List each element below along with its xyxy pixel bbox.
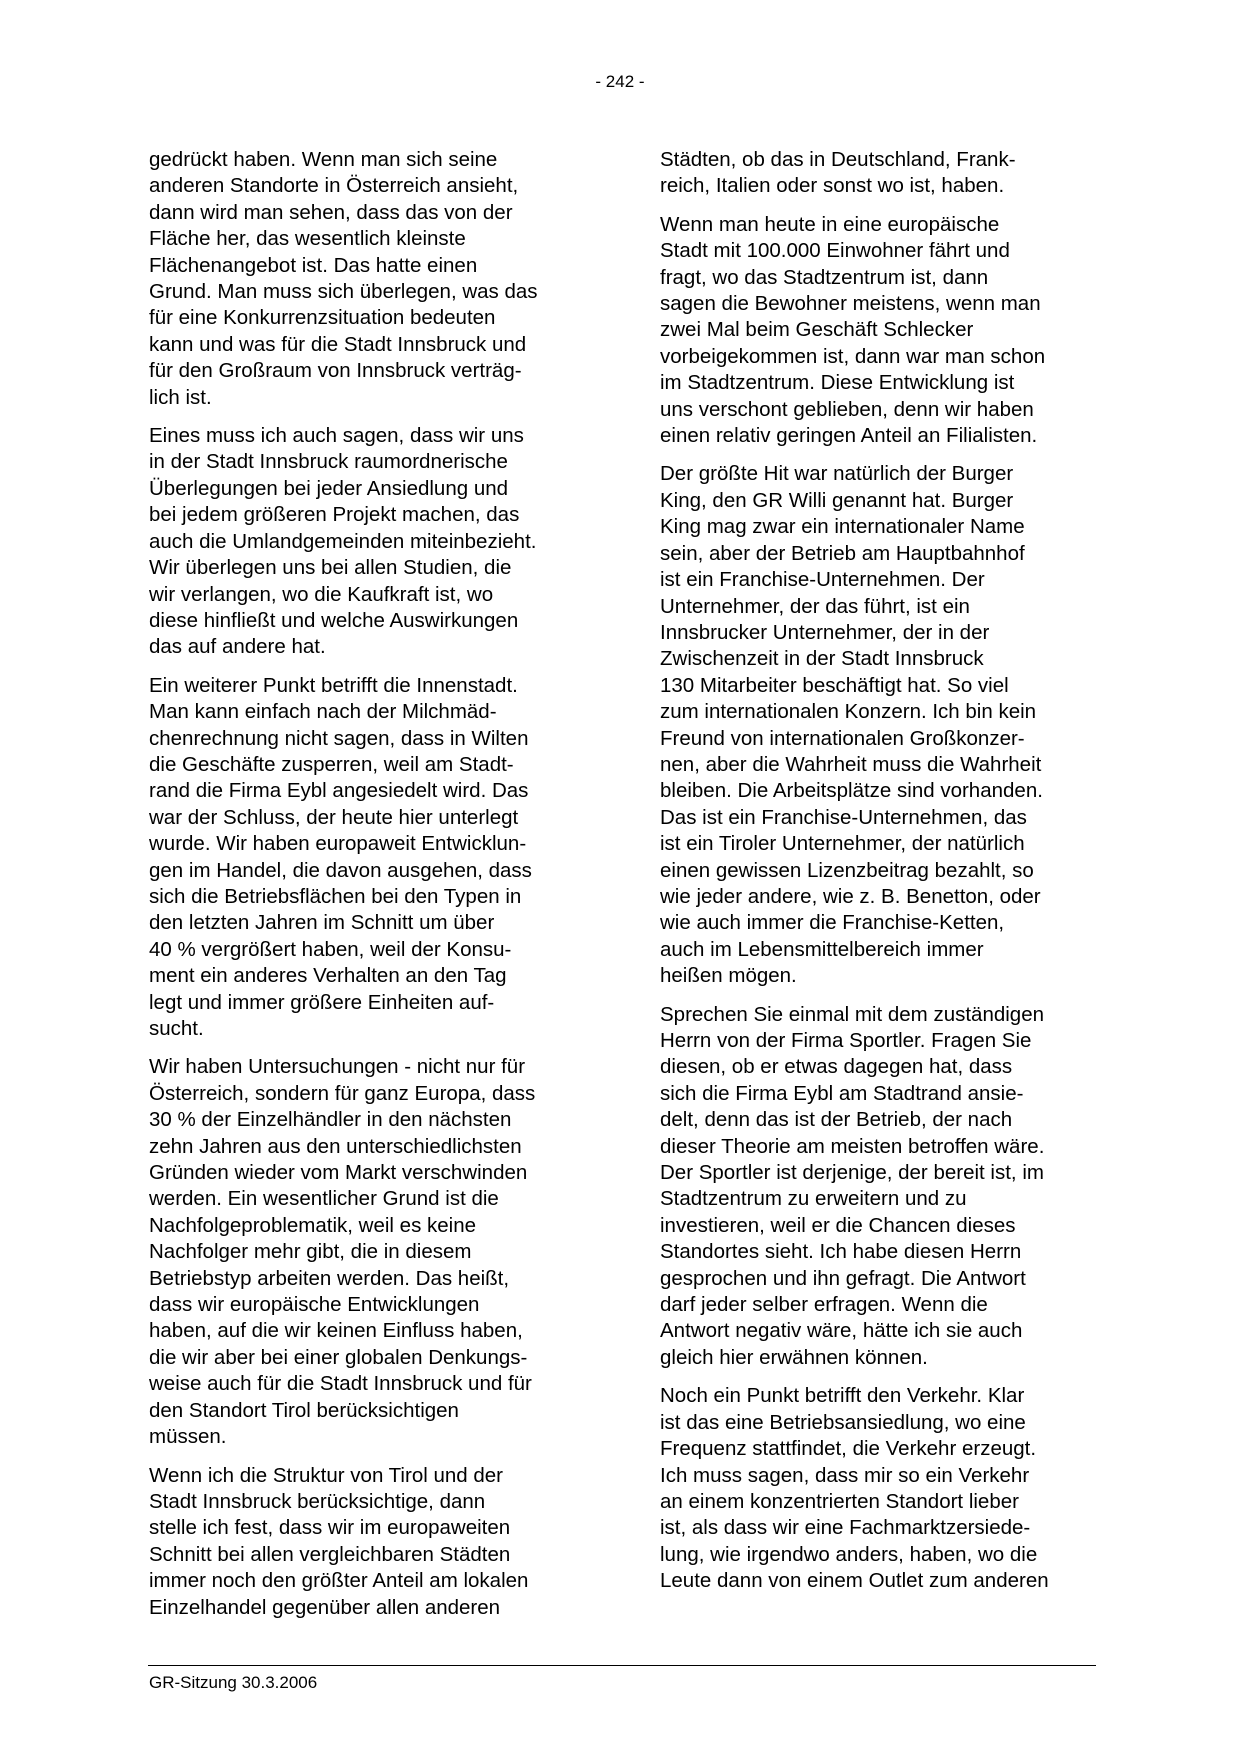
text-line: haben, auf die wir keinen Einfluss haben, (149, 1319, 523, 1343)
paragraph (149, 423, 589, 661)
text-line: weise auch für die Stadt Innsbruck und für (149, 1372, 532, 1396)
text-line: sich die Firma Eybl am Stadtrand ansie- (660, 1081, 1024, 1105)
text-line: ist ein Tiroler Unternehmer, der natürlich (660, 832, 1025, 856)
text-line: lich ist. (149, 385, 212, 409)
text-line: Unternehmer, der das führt, ist ein (660, 594, 970, 618)
text-line: an einem konzentrierten Standort lieber (660, 1489, 1019, 1513)
text-line: Herrn von der Firma Sportler. Fragen Sie (660, 1029, 1032, 1052)
text-line: ment ein anderes Verhalten an den Tag (149, 964, 507, 988)
text-line: Stadtzentrum zu erweitern und zu (660, 1187, 967, 1211)
text-line: Fläche her, das wesentlich kleinste (149, 227, 466, 251)
text-line: legt und immer größere Einheiten auf- (149, 990, 495, 1014)
text-line: reich, Italien oder sonst wo ist, haben. (660, 174, 1005, 198)
text-line: Antwort negativ wäre, hätte ich sie auch (660, 1319, 1023, 1343)
text-line: Man kann einfach nach der Milchmäd- (149, 700, 497, 724)
text-line: wie jeder andere, wie z. B. Benetton, oder (660, 884, 1041, 908)
paragraph (660, 461, 1100, 989)
text-line: Überlegungen bei jeder Ansiedlung und (149, 476, 509, 500)
text-line: chenrechnung nicht sagen, dass in Wilten (149, 726, 529, 750)
text-line: delt, denn das ist der Betrieb, der nach (660, 1108, 1013, 1132)
text-line: 40 % vergrößert haben, weil der Konsu- (149, 937, 512, 961)
paragraph (660, 147, 1100, 200)
text-line: anderen Standorte in Österreich ansieht, (149, 174, 519, 198)
text-line: Frequenz stattfindet, die Verkehr erzeugt. (660, 1437, 1037, 1461)
text-line: gedrückt haben. Wenn man sich seine (149, 148, 498, 171)
text-line: die Geschäfte zusperren, weil am Stadt- (149, 752, 514, 776)
text-line: Stadt Innsbruck berücksichtige, dann (149, 1489, 486, 1513)
text-line: Freund von internationalen Großkonzer- (660, 726, 1025, 750)
text-line: Das ist ein Franchise-Unternehmen, das (660, 805, 1027, 829)
text-line: sein, aber der Betrieb am Hauptbahnhof (660, 541, 1025, 565)
text-line: Nachfolgeproblematik, weil es keine (149, 1213, 477, 1237)
text-line: Wenn man heute in eine europäische (660, 212, 1000, 236)
text-line: zum internationalen Konzern. Ich bin kein (660, 700, 1037, 724)
text-line: im Stadtzentrum. Diese Entwicklung ist (660, 371, 1015, 395)
paragraph (660, 212, 1100, 450)
text-line: wurde. Wir haben europaweit Entwicklun- (149, 832, 527, 856)
text-line: Innsbrucker Unternehmer, der in der (660, 620, 990, 644)
text-line: investieren, weil er die Chancen dieses (660, 1213, 1016, 1237)
text-line: immer noch den größter Anteil am lokalen (149, 1569, 529, 1593)
text-line: kann und was für die Stadt Innsbruck und (149, 332, 527, 356)
text-line: müssen. (149, 1425, 227, 1449)
text-line: wie auch immer die Franchise-Ketten, (660, 911, 1005, 935)
right-column (660, 147, 1100, 1607)
text-line: Der größte Hit war natürlich der Burger (660, 462, 1014, 486)
text-line: dieser Theorie am meisten betroffen wäre. (660, 1134, 1045, 1158)
text-line: diese hinfließt und welche Auswirkungen (149, 608, 519, 632)
text-line: gesprochen und ihn gefragt. Die Antwort (660, 1266, 1026, 1290)
paragraph (660, 1383, 1100, 1594)
text-line: Einzelhandel gegenüber allen anderen (149, 1595, 501, 1619)
text-line: Grund. Man muss sich überlegen, was das (149, 280, 538, 304)
footer-session-date: GR-Sitzung 30.3.2006 (149, 1673, 318, 1692)
left-column (149, 147, 589, 1633)
text-line: den Standort Tirol berücksichtigen (149, 1398, 459, 1422)
text-line: Wir überlegen uns bei allen Studien, die (149, 556, 512, 580)
text-line: sucht. (149, 1017, 204, 1040)
paragraph (149, 1463, 589, 1621)
footer-divider (148, 1665, 1096, 1666)
text-line: war der Schluss, der heute hier unterlegt (149, 805, 519, 829)
paragraph (149, 1054, 589, 1450)
text-line: nen, aber die Wahrheit muss die Wahrheit (660, 752, 1042, 776)
text-line: ist, als dass wir eine Fachmarktzersiede- (660, 1516, 1031, 1540)
text-line: ist ein Franchise-Unternehmen. Der (660, 568, 985, 592)
text-line: bei jedem größeren Projekt machen, das (149, 503, 520, 527)
text-line: King, den GR Willi genannt hat. Burger (660, 488, 1014, 512)
text-line: Flächenangebot ist. Das hatte einen (149, 253, 478, 277)
text-line: darf jeder selber erfragen. Wenn die (660, 1293, 988, 1317)
text-line: die wir aber bei einer globalen Denkungs- (149, 1345, 528, 1369)
text-line: Standortes sieht. Ich habe diesen Herrn (660, 1240, 1022, 1264)
text-line: sagen die Bewohner meistens, wenn man (660, 292, 1041, 316)
text-line: Städten, ob das in Deutschland, Frank- (660, 148, 1016, 171)
text-line: für eine Konkurrenzsituation bedeuten (149, 306, 496, 330)
text-line: Stadt mit 100.000 Einwohner fährt und (660, 239, 1010, 263)
paragraph (149, 147, 589, 411)
text-line: dann wird man sehen, dass das von der (149, 200, 513, 224)
text-line: den letzten Jahren im Schnitt um über (149, 911, 495, 935)
text-line: Eines muss ich auch sagen, dass wir uns (149, 424, 524, 448)
text-line: Wenn ich die Struktur von Tirol und der (149, 1463, 503, 1487)
text-line: Noch ein Punkt betrifft den Verkehr. Klar (660, 1384, 1025, 1408)
text-line: einen relativ geringen Anteil an Filialisten. (660, 424, 1038, 448)
text-line: in der Stadt Innsbruck raumordnerische (149, 450, 508, 474)
text-line: bleiben. Die Arbeitsplätze sind vorhanden. (660, 779, 1043, 803)
text-line: 130 Mitarbeiter beschäftigt hat. So viel (660, 673, 1009, 697)
text-line: zwei Mal beim Geschäft Schlecker (660, 318, 974, 342)
text-line: 30 % der Einzelhändler in den nächsten (149, 1108, 512, 1132)
text-line: Betriebstyp arbeiten werden. Das heißt, (149, 1266, 510, 1290)
text-line: auch die Umlandgemeinden miteinbezieht. (149, 529, 537, 553)
text-line: wir verlangen, wo die Kaufkraft ist, wo (149, 582, 494, 606)
text-line: ist das eine Betriebsansiedlung, wo eine (660, 1410, 1026, 1434)
text-line: für den Großraum von Innsbruck verträg- (149, 359, 522, 383)
text-line: sich die Betriebsflächen bei den Typen in (149, 884, 522, 908)
text-line: heißen mögen. (660, 964, 797, 988)
text-line: gen im Handel, die davon ausgehen, dass (149, 858, 532, 882)
paragraph (149, 673, 589, 1043)
text-line: Ein weiterer Punkt betrifft die Innenstadt. (149, 673, 518, 697)
text-line: dass wir europäische Entwicklungen (149, 1293, 480, 1317)
text-line: Der Sportler ist derjenige, der bereit ist, im (660, 1161, 1044, 1185)
text-line: werden. Ein wesentlicher Grund ist die (149, 1187, 499, 1211)
text-line: vorbeigekommen ist, dann war man schon (660, 344, 1046, 368)
text-line: diesen, ob er etwas dagegen hat, dass (660, 1055, 1013, 1079)
text-line: King mag zwar ein internationaler Name (660, 515, 1025, 539)
text-line: Ich muss sagen, dass mir so ein Verkehr (660, 1463, 1030, 1487)
text-line: uns verschont geblieben, denn wir haben (660, 397, 1034, 421)
text-line: Nachfolger mehr gibt, die in diesem (149, 1240, 472, 1264)
text-line: zehn Jahren aus den unterschiedlichsten (149, 1134, 522, 1158)
text-line: Leute dann von einem Outlet zum anderen (660, 1569, 1049, 1593)
paragraph (660, 1002, 1100, 1372)
text-line: Schnitt bei allen vergleichbaren Städten (149, 1542, 511, 1566)
text-line: Österreich, sondern für ganz Europa, dass (149, 1081, 536, 1105)
text-line: einen gewissen Lizenzbeitrag bezahlt, so (660, 858, 1034, 882)
text-line: stelle ich fest, dass wir im europaweiten (149, 1516, 511, 1540)
text-line: Sprechen Sie einmal mit dem zuständigen (660, 1002, 1045, 1026)
text-line: lung, wie irgendwo anders, haben, wo die (660, 1542, 1038, 1566)
page-number: - 242 - (595, 72, 645, 91)
text-line: rand die Firma Eybl angesiedelt wird. Das (149, 779, 529, 803)
text-line: Wir haben Untersuchungen - nicht nur für (149, 1055, 526, 1079)
text-line: Zwischenzeit in der Stadt Innsbruck (660, 647, 984, 671)
text-line: fragt, wo das Stadtzentrum ist, dann (660, 265, 989, 289)
text-line: auch im Lebensmittelbereich immer (660, 937, 984, 961)
text-line: gleich hier erwähnen können. (660, 1345, 928, 1369)
text-line: das auf andere hat. (149, 635, 326, 659)
text-line: Gründen wieder vom Markt verschwinden (149, 1161, 528, 1185)
